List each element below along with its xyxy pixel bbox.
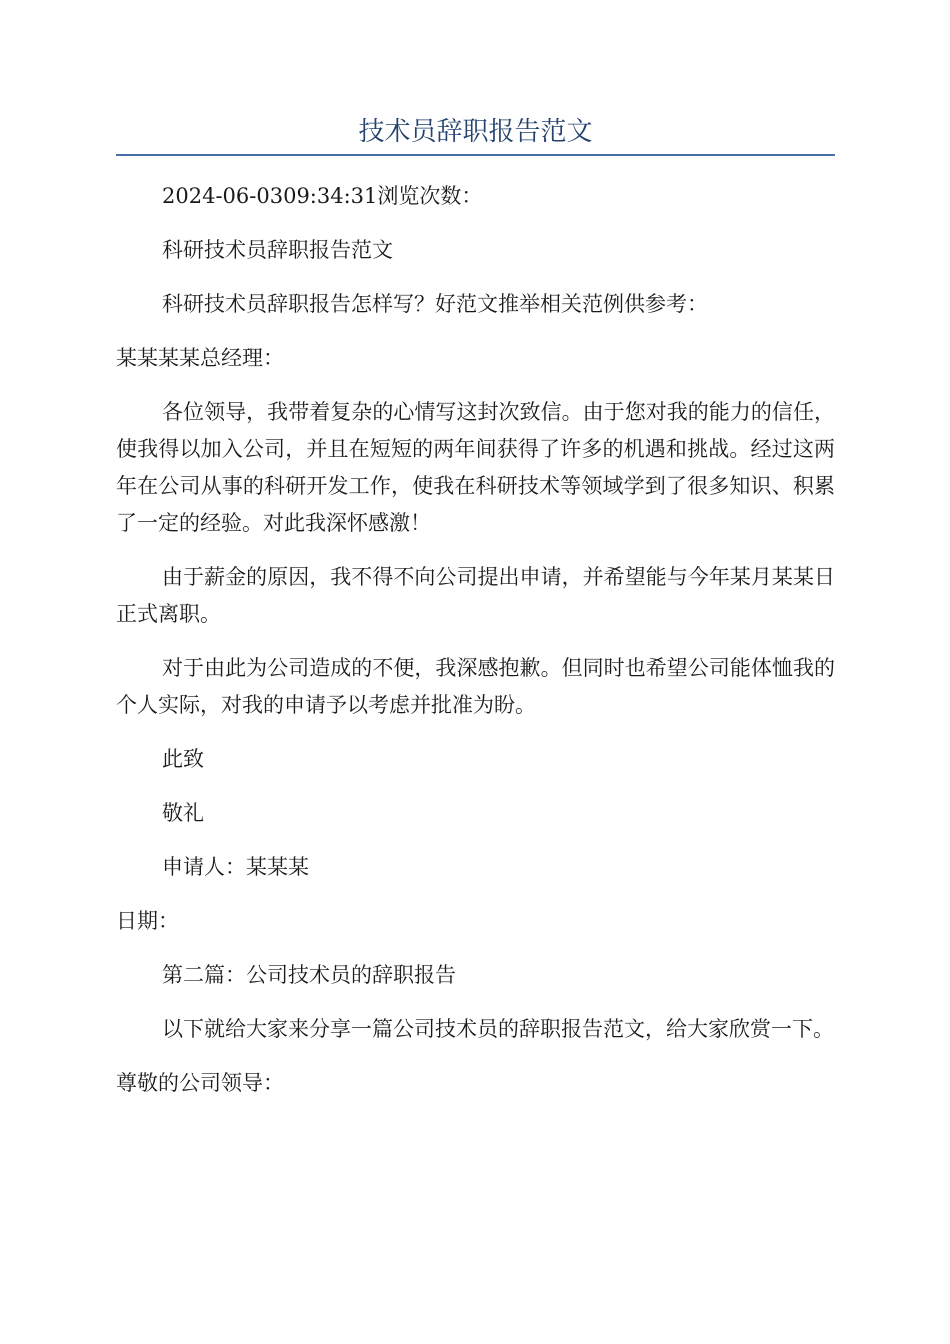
paragraph-signature: 申请人：某某某 bbox=[162, 855, 309, 879]
paragraph-date: 日期： bbox=[116, 909, 179, 933]
paragraph-intro: 科研技术员辞职报告怎样写？好范文推举相关范例供参考： bbox=[162, 292, 708, 316]
paragraph-subtitle: 科研技术员辞职报告范文 bbox=[162, 238, 393, 262]
paragraph-body: 各位领导，我带着复杂的心情写这封次致信。由于您对我的能力的信任，使我得以加入公司，并且在短短的两年间获得了许多的机遇和挑战。经过这两年在公司从事的科研开发工作，使我在科研技术等领域学到了很多知识、积累了一定的经验。对此我深怀感激！ bbox=[116, 400, 835, 535]
document-title: 技术员辞职报告范文 bbox=[116, 112, 835, 156]
paragraph-body: 以下就给大家来分享一篇公司技术员的辞职报告范文，给大家欣赏一下。 bbox=[162, 1017, 834, 1041]
paragraph-section-heading: 第二篇：公司技术员的辞职报告 bbox=[162, 963, 456, 987]
document-body bbox=[116, 178, 835, 1102]
document-page bbox=[116, 112, 835, 1119]
paragraph-closing: 此致 bbox=[162, 747, 204, 771]
paragraph-meta: 2024-06-0309:34:31浏览次数： bbox=[162, 184, 483, 208]
paragraph-salutation: 某某某某总经理： bbox=[116, 346, 284, 370]
paragraph-closing: 敬礼 bbox=[162, 801, 204, 825]
paragraph-body: 对于由此为公司造成的不便，我深感抱歉。但同时也希望公司能体恤我的个人实际，对我的申请予以考虑并批准为盼。 bbox=[116, 656, 835, 717]
paragraph-body: 由于薪金的原因，我不得不向公司提出申请，并希望能与今年某月某某日正式离职。 bbox=[116, 565, 835, 626]
paragraph-salutation: 尊敬的公司领导： bbox=[116, 1071, 284, 1095]
